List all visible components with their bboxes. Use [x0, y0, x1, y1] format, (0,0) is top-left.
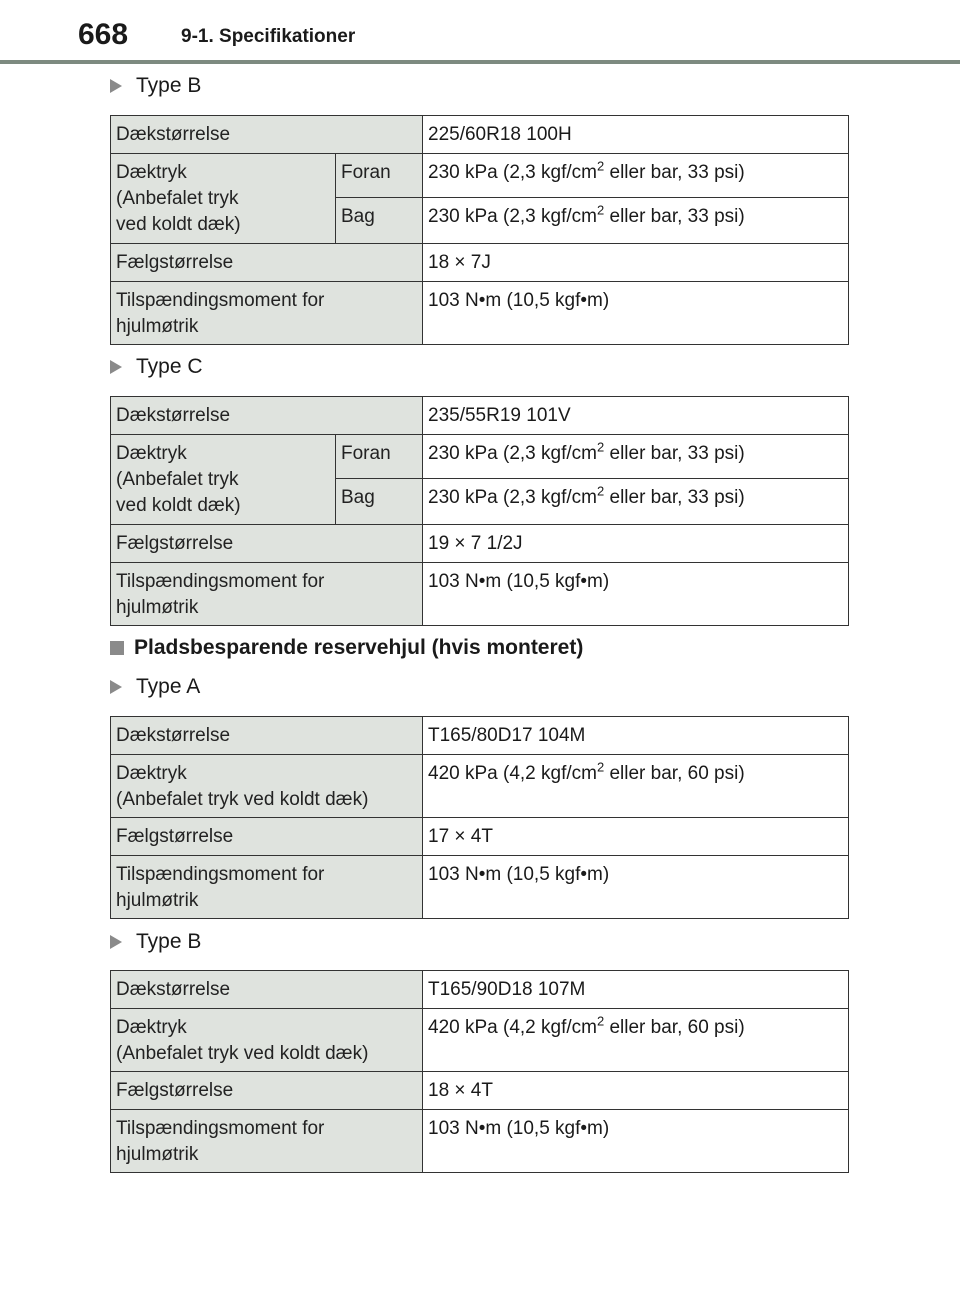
pressure-suffix: eller bar, 33 psi) [604, 443, 745, 464]
spec-table [110, 115, 849, 345]
superscript: 2 [596, 1013, 605, 1029]
type-heading [110, 675, 200, 699]
pressure-prefix: 420 kPa (4,2 kgf/cm [428, 1017, 597, 1038]
type-heading-label: Type B [136, 74, 202, 97]
torque-label-line: Tilspændingsmoment for [116, 1118, 325, 1139]
pressure-prefix: 230 kPa (2,3 kgf/cm [428, 162, 597, 183]
superscript: 2 [596, 202, 605, 218]
torque-label-line: hjulmøtrik [116, 1144, 199, 1165]
torque-label [111, 563, 423, 626]
torque-value: 103 N•m (10,5 kgf•m) [423, 1110, 849, 1173]
torque-label [111, 1110, 423, 1173]
square-bullet-icon [110, 641, 124, 655]
pressure-label-line: (Anbefalet tryk [116, 469, 239, 490]
triangle-bullet-icon [110, 935, 122, 949]
pressure-label-line: (Anbefalet tryk [116, 188, 239, 209]
front-pressure-value [423, 154, 849, 198]
pressure-label-line: Dæktryk [116, 162, 187, 183]
front-pressure-value [423, 435, 849, 479]
rear-pressure-value [423, 479, 849, 525]
superscript: 2 [596, 158, 605, 174]
superscript: 2 [596, 483, 605, 499]
pressure-value [423, 755, 849, 818]
pressure-suffix: eller bar, 33 psi) [604, 162, 745, 183]
spare-wheel-heading-label: Pladsbesparende reservehjul (hvis monteret) [134, 636, 584, 659]
header-divider [0, 60, 960, 64]
size-value: T165/90D18 107M [423, 971, 849, 1009]
spare-wheel-heading [110, 636, 583, 660]
torque-label-line: hjulmøtrik [116, 890, 199, 911]
page-header [0, 0, 960, 64]
pressure-prefix: 420 kPa (4,2 kgf/cm [428, 763, 597, 784]
rear-pressure-value [423, 198, 849, 244]
rim-value: 18 × 7J [423, 244, 849, 282]
size-value: 225/60R18 100H [423, 116, 849, 154]
spec-table [110, 396, 849, 626]
pressure-label-line: ved koldt dæk) [116, 495, 241, 516]
section-title: 9-1. Specifikationer [181, 26, 356, 47]
type-heading-label: Type A [136, 675, 201, 698]
torque-value: 103 N•m (10,5 kgf•m) [423, 563, 849, 626]
pressure-label-line: Dæktryk [116, 1017, 187, 1038]
pressure-prefix: 230 kPa (2,3 kgf/cm [428, 487, 597, 508]
rim-value: 19 × 7 1/2J [423, 525, 849, 563]
torque-label-line: hjulmøtrik [116, 316, 199, 337]
type-heading-label: Type C [136, 355, 203, 378]
size-label: Dækstørrelse [111, 717, 423, 755]
torque-label [111, 856, 423, 919]
rim-value: 17 × 4T [423, 818, 849, 856]
pressure-label [111, 435, 336, 525]
triangle-bullet-icon [110, 680, 122, 694]
size-value: 235/55R19 101V [423, 397, 849, 435]
superscript: 2 [596, 439, 605, 455]
pressure-prefix: 230 kPa (2,3 kgf/cm [428, 206, 597, 227]
page-number: 668 [78, 18, 129, 51]
front-label: Foran [336, 154, 423, 198]
torque-label [111, 282, 423, 345]
torque-label-line: Tilspændingsmoment for [116, 290, 325, 311]
torque-label-line: Tilspændingsmoment for [116, 864, 325, 885]
pressure-label-line: Dæktryk [116, 443, 187, 464]
spec-table [110, 970, 849, 1173]
size-label: Dækstørrelse [111, 971, 423, 1009]
triangle-bullet-icon [110, 79, 122, 93]
superscript: 2 [596, 759, 605, 775]
rim-label: Fælgstørrelse [111, 1072, 423, 1110]
type-heading [110, 930, 201, 954]
rim-label: Fælgstørrelse [111, 244, 423, 282]
torque-label-line: hjulmøtrik [116, 597, 199, 618]
pressure-suffix: eller bar, 33 psi) [604, 487, 745, 508]
pressure-label [111, 154, 336, 244]
pressure-suffix: eller bar, 60 psi) [604, 1017, 745, 1038]
rear-label: Bag [336, 479, 423, 525]
pressure-prefix: 230 kPa (2,3 kgf/cm [428, 443, 597, 464]
torque-value: 103 N•m (10,5 kgf•m) [423, 856, 849, 919]
rim-label: Fælgstørrelse [111, 818, 423, 856]
spec-table [110, 716, 849, 919]
torque-label-line: Tilspændingsmoment for [116, 571, 325, 592]
rim-value: 18 × 4T [423, 1072, 849, 1110]
type-heading [110, 355, 203, 379]
pressure-label-line: (Anbefalet tryk ved koldt dæk) [116, 789, 369, 810]
pressure-label-line: Dæktryk [116, 763, 187, 784]
pressure-suffix: eller bar, 60 psi) [604, 763, 745, 784]
torque-value: 103 N•m (10,5 kgf•m) [423, 282, 849, 345]
pressure-value [423, 1009, 849, 1072]
size-label: Dækstørrelse [111, 116, 423, 154]
pressure-suffix: eller bar, 33 psi) [604, 206, 745, 227]
type-heading-label: Type B [136, 930, 202, 953]
front-label: Foran [336, 435, 423, 479]
pressure-label-line: ved koldt dæk) [116, 214, 241, 235]
type-heading [110, 74, 201, 98]
size-label: Dækstørrelse [111, 397, 423, 435]
size-value: T165/80D17 104M [423, 717, 849, 755]
pressure-label [111, 1009, 423, 1072]
triangle-bullet-icon [110, 360, 122, 374]
rim-label: Fælgstørrelse [111, 525, 423, 563]
pressure-label-line: (Anbefalet tryk ved koldt dæk) [116, 1043, 369, 1064]
pressure-label [111, 755, 423, 818]
rear-label: Bag [336, 198, 423, 244]
